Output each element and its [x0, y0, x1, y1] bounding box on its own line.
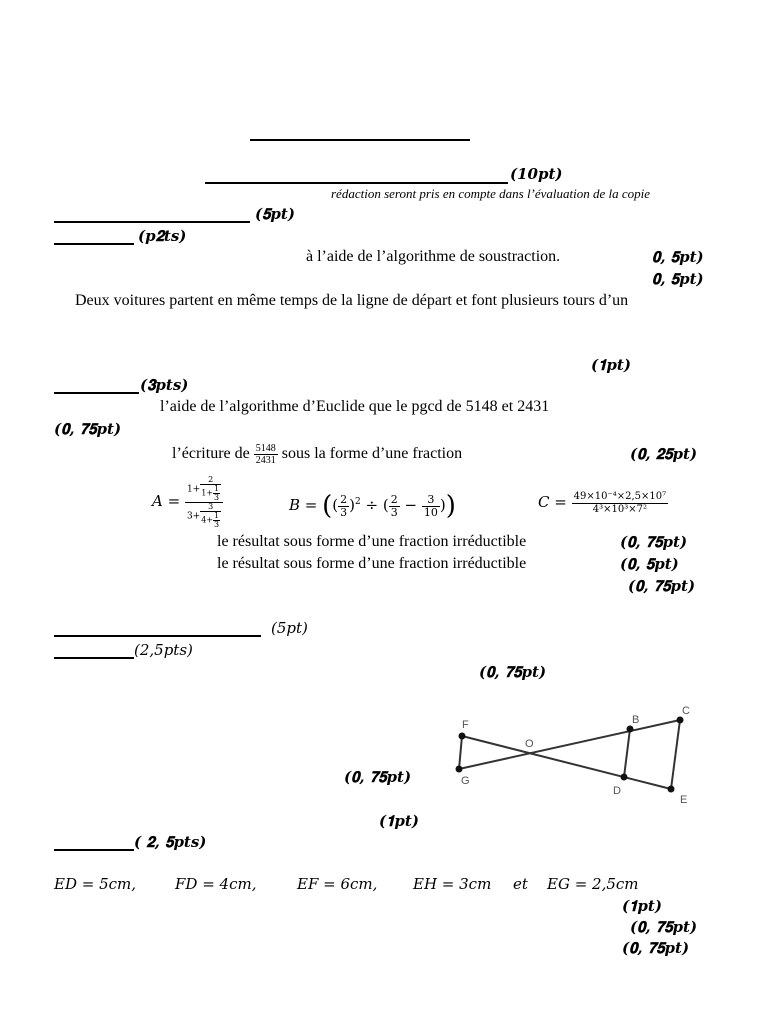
part1-ex2-q2-points: (𝟎, 𝟐𝟓𝒑𝒕) [630, 445, 698, 463]
part2-ex2-q3-points: (𝟎, 𝟕𝟓𝒑𝒕) [622, 939, 690, 957]
nested-fraction-inner: $\frac{1}{3}$ [214, 483, 220, 502]
segment-C-E [671, 720, 680, 789]
part1-ex2-qA-text: le résultat sous forme d’une fraction irréductible [217, 533, 527, 550]
part1-ex1-problem-text: Deux voitures partent en même temps de la ligne de départ et font plusieurs tours d’un [75, 292, 629, 309]
part2-ex1-q1-points: (𝟎, 𝟕𝟓𝒑𝒕) [479, 663, 547, 681]
part2-ex2-underline [54, 849, 134, 851]
expr-A-fraction [185, 476, 223, 529]
point-E [668, 786, 675, 793]
point-B [627, 726, 634, 733]
q2-prefix: l’écriture de [172, 445, 250, 462]
part2-ex2-q1-points: (𝟏𝒑𝒕) [622, 897, 662, 915]
part1-ex2-qC-points: (𝟎, 𝟕𝟓𝒑𝒕) [628, 577, 696, 595]
point-D [621, 774, 628, 781]
expression-C [538, 482, 668, 522]
fraction-2-3: $\frac{2}{3}$ [390, 492, 398, 519]
part1-ex2-q1-text: l’aide de l’algorithme d’Euclide que le pgcd de 5148 et 2431 [160, 398, 550, 415]
part1-ex1-underline [54, 243, 134, 245]
q2-suffix: sous la forme d’une fraction [281, 445, 463, 462]
data-EG: 𝐸𝐺 = 2,5𝑐𝑚 [547, 875, 639, 893]
expr-A-label: A = [152, 492, 181, 510]
part1-underline [54, 221, 250, 223]
label-B: B [632, 714, 640, 726]
title-underline [250, 139, 470, 141]
label-E: E [680, 794, 688, 806]
part2-ex2-points: ( 𝟐, 𝟓𝒑𝒕𝒔) [134, 833, 207, 851]
label-C: C [682, 705, 690, 717]
fraction-denominator: 2431 [255, 454, 276, 466]
fraction-numerator: 5148 [255, 442, 276, 454]
segment-F-E [462, 736, 671, 789]
expr-C-fraction [572, 491, 669, 516]
part1-ex2-underline [54, 392, 139, 394]
part2-ex1-q2-points: (𝟎, 𝟕𝟓𝒑𝒕) [344, 768, 412, 786]
part1-ex2-points: (𝟑𝒑𝒕𝒔) [140, 376, 189, 394]
expression-A [152, 472, 223, 530]
expr-C-denominator: 4³×10³×7² [592, 503, 647, 515]
part1-points: (𝟓𝒑𝒕) [255, 205, 295, 223]
header-total-points: (10𝒑𝒕) [510, 165, 563, 183]
part1-ex1-q1-text: à l’aide de l’algorithme de soustraction. [306, 248, 561, 265]
part1-ex2-qB-text: le résultat sous forme d’une fraction irréductible [217, 555, 527, 572]
data-FD: 𝐹𝐷 = 4𝑐𝑚, [175, 875, 257, 893]
fraction-2-3: $\frac{2}{3}$ [340, 492, 348, 519]
expr-C-numerator: 49×10⁻⁴×2,5×10⁷ [573, 490, 667, 502]
part1-ex1-q2-points: 𝟎, 𝟓𝒑𝒕) [652, 270, 704, 288]
label-F: F [462, 719, 469, 731]
part2-underline [54, 635, 261, 637]
label-G: G [461, 775, 470, 787]
point-C [677, 717, 684, 724]
nested-fraction: 3 4+ $\frac{1}{3}$ [201, 501, 220, 529]
expr-A-denominator: 3+ 3 4+ $\frac{1}{3}$ [186, 501, 220, 529]
part2-ex1-underline [54, 657, 134, 659]
expr-C-label: C = [538, 493, 567, 511]
part2-points: (5𝑝𝑡) [271, 619, 308, 637]
part1-ex1-q3-points: (𝟏𝒑𝒕) [591, 356, 631, 374]
geometry-figure [440, 700, 710, 810]
part1-ex2-qA-points: (𝟎, 𝟕𝟓𝒑𝒕) [620, 533, 688, 551]
nested-fraction-inner: $\frac{1}{3}$ [214, 510, 220, 529]
expression-B: B = (( $\frac{2}{3}$ )$^2$ ÷ ( $\frac{2}{3}$ − $\frac{3}{10}$ )) [289, 491, 456, 521]
part1-ex2-qB-points: (𝟎, 𝟓𝒑𝒕) [620, 555, 679, 573]
header-note: rédaction seront pris en compte dans l’évaluation de la copie [331, 186, 651, 201]
part1-ex2-q1-points: (𝟎, 𝟕𝟓𝒑𝒕) [54, 420, 122, 438]
fraction-3-10: $\frac{3}{10}$ [423, 492, 438, 519]
part2-ex1-q3-points: (𝟏𝒑𝒕) [379, 812, 419, 830]
expr-A-numerator: 1+ 2 1+ $\frac{1}{3}$ [185, 476, 223, 503]
part2-ex1-points: (2,5𝑝𝑡𝑠) [134, 641, 193, 659]
point-F [459, 733, 466, 740]
part1-ex1-points: (𝒑𝟐𝒕𝒔) [138, 227, 187, 245]
label-D: D [613, 785, 621, 797]
point-G [456, 766, 463, 773]
fraction-5148-2431 [254, 443, 278, 466]
data-et: 𝑒𝑡 [513, 875, 528, 893]
header-underline [205, 182, 508, 184]
nested-fraction: 2 1+ $\frac{1}{3}$ [201, 474, 220, 502]
expr-B-label: B = [289, 496, 318, 514]
segment-F-G [459, 736, 462, 769]
part1-ex1-q1-points: 𝟎, 𝟓𝒑𝒕) [652, 248, 704, 266]
part2-ex2-q2-points: (𝟎, 𝟕𝟓𝒑𝒕) [630, 918, 698, 936]
label-O: O [525, 738, 534, 750]
data-ED: 𝐸𝐷 = 5𝑐𝑚, [54, 875, 137, 893]
part1-ex2-q2-line [172, 437, 462, 471]
data-EF: 𝐸𝐹 = 6𝑐𝑚, [297, 875, 378, 893]
segment-B-D [624, 729, 630, 777]
data-EH: 𝐸𝐻 = 3𝑐𝑚 [413, 875, 492, 893]
